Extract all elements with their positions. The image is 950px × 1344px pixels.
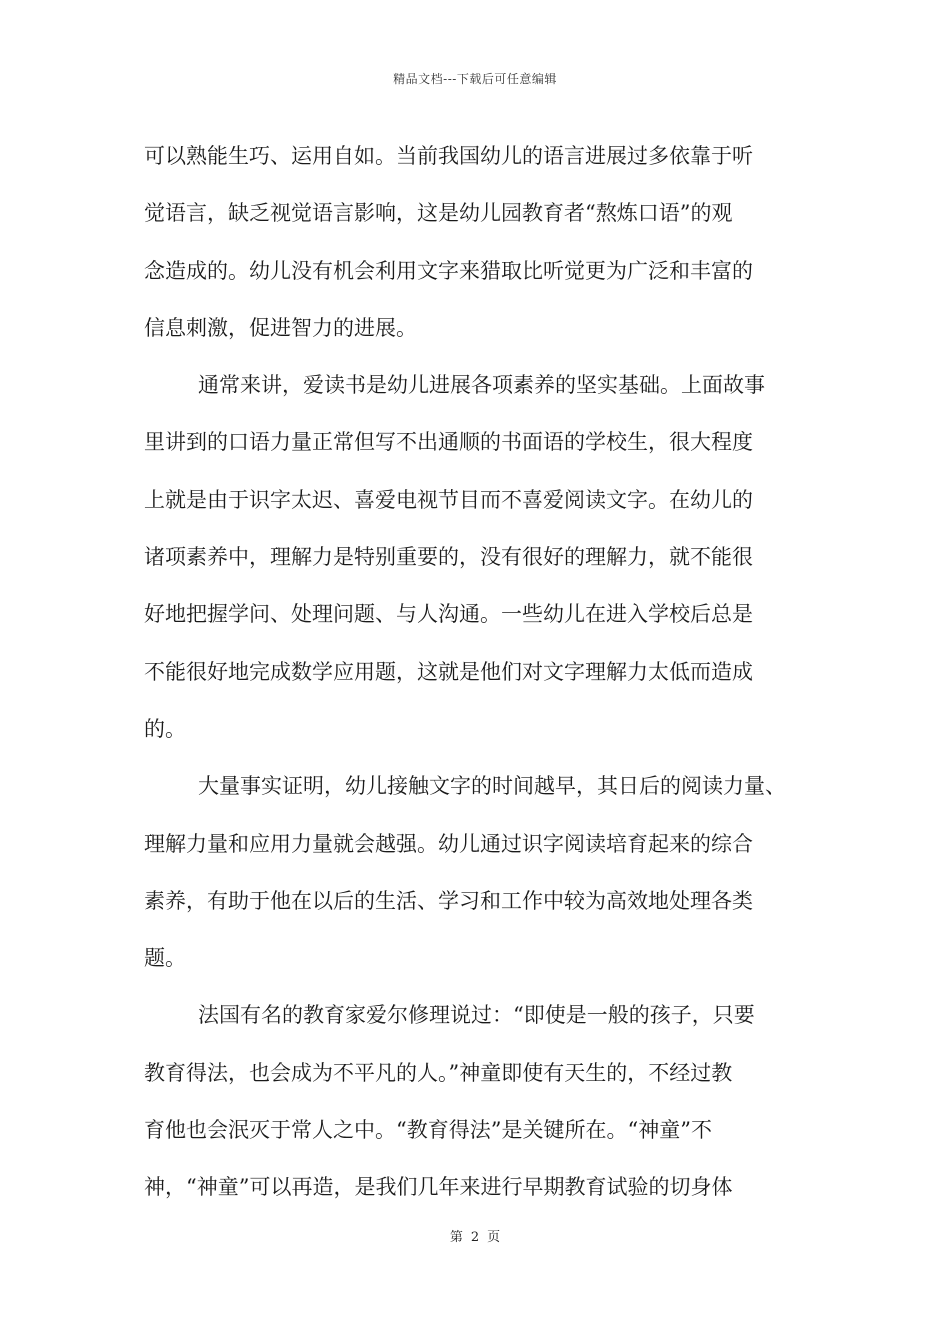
paragraph-3 [144,758,814,987]
text-line: 法国有名的教育家爱尔修理说过：“即使是一般的孩子，只要 [198,1003,755,1028]
page-header: 精品文档---下载后可任意编辑 [393,72,557,86]
paragraph-2 [144,357,814,758]
text-line: 题。 [144,946,186,971]
page-number: 2 [470,1230,480,1245]
document-body [144,128,814,1217]
paragraph-4 [144,987,814,1216]
text-line: 育他也会泯灭于常人之中。“教育得法”是关键所在。“神童”不 [144,1118,712,1143]
page-footer [0,1226,950,1245]
text-line: 信息刺激，促进智力的进展。 [144,315,417,340]
text-line: 上就是由于识字太迟、喜爱电视节目而不喜爱阅读文字。在幼儿的 [144,487,753,512]
text-line: 诸项素养中，理解力是特别重要的，没有很好的理解力，就不能很 [144,545,753,570]
text-line: 神，“神童”可以再造，是我们几年来进行早期教育试验的切身体 [144,1175,733,1200]
text-line: 可以熟能生巧、运用自如。当前我国幼儿的语言进展过多依靠于听 [144,144,753,168]
text-line: 大量事实证明，幼儿接触文字的时间越早，其日后的阅读力量、 [198,774,786,799]
text-line: 觉语言，缺乏视觉语言影响，这是幼儿园教育者“熬炼口语”的观 [144,201,733,226]
text-line: 教育得法，也会成为不平凡的人。”神童即使有天生的，不经过教 [144,1060,733,1085]
text-line: 不能很好地完成数学应用题，这就是他们对文字理解力太低而造成 [144,659,753,684]
text-line: 通常来讲，爱读书是幼儿进展各项素养的坚实基础。上面故事 [198,373,765,398]
text-line: 里讲到的口语力量正常但写不出通顺的书面语的学校生，很大程度 [144,430,753,455]
paragraph-1 [144,128,814,357]
text-line: 的。 [144,716,186,741]
text-line: 念造成的。幼儿没有机会利用文字来猎取比听觉更为广泛和丰富的 [144,258,753,283]
page-number-prefix: 第 [449,1230,463,1245]
text-line: 素养，有助于他在以后的生活、学习和工作中较为高效地处理各类 [144,888,753,913]
text-line: 理解力量和应用力量就会越强。幼儿通过识字阅读培育起来的综合 [144,831,753,856]
text-line: 好地把握学问、处理问题、与人沟通。一些幼儿在进入学校后总是 [144,602,753,627]
page-number-suffix: 页 [487,1230,501,1245]
